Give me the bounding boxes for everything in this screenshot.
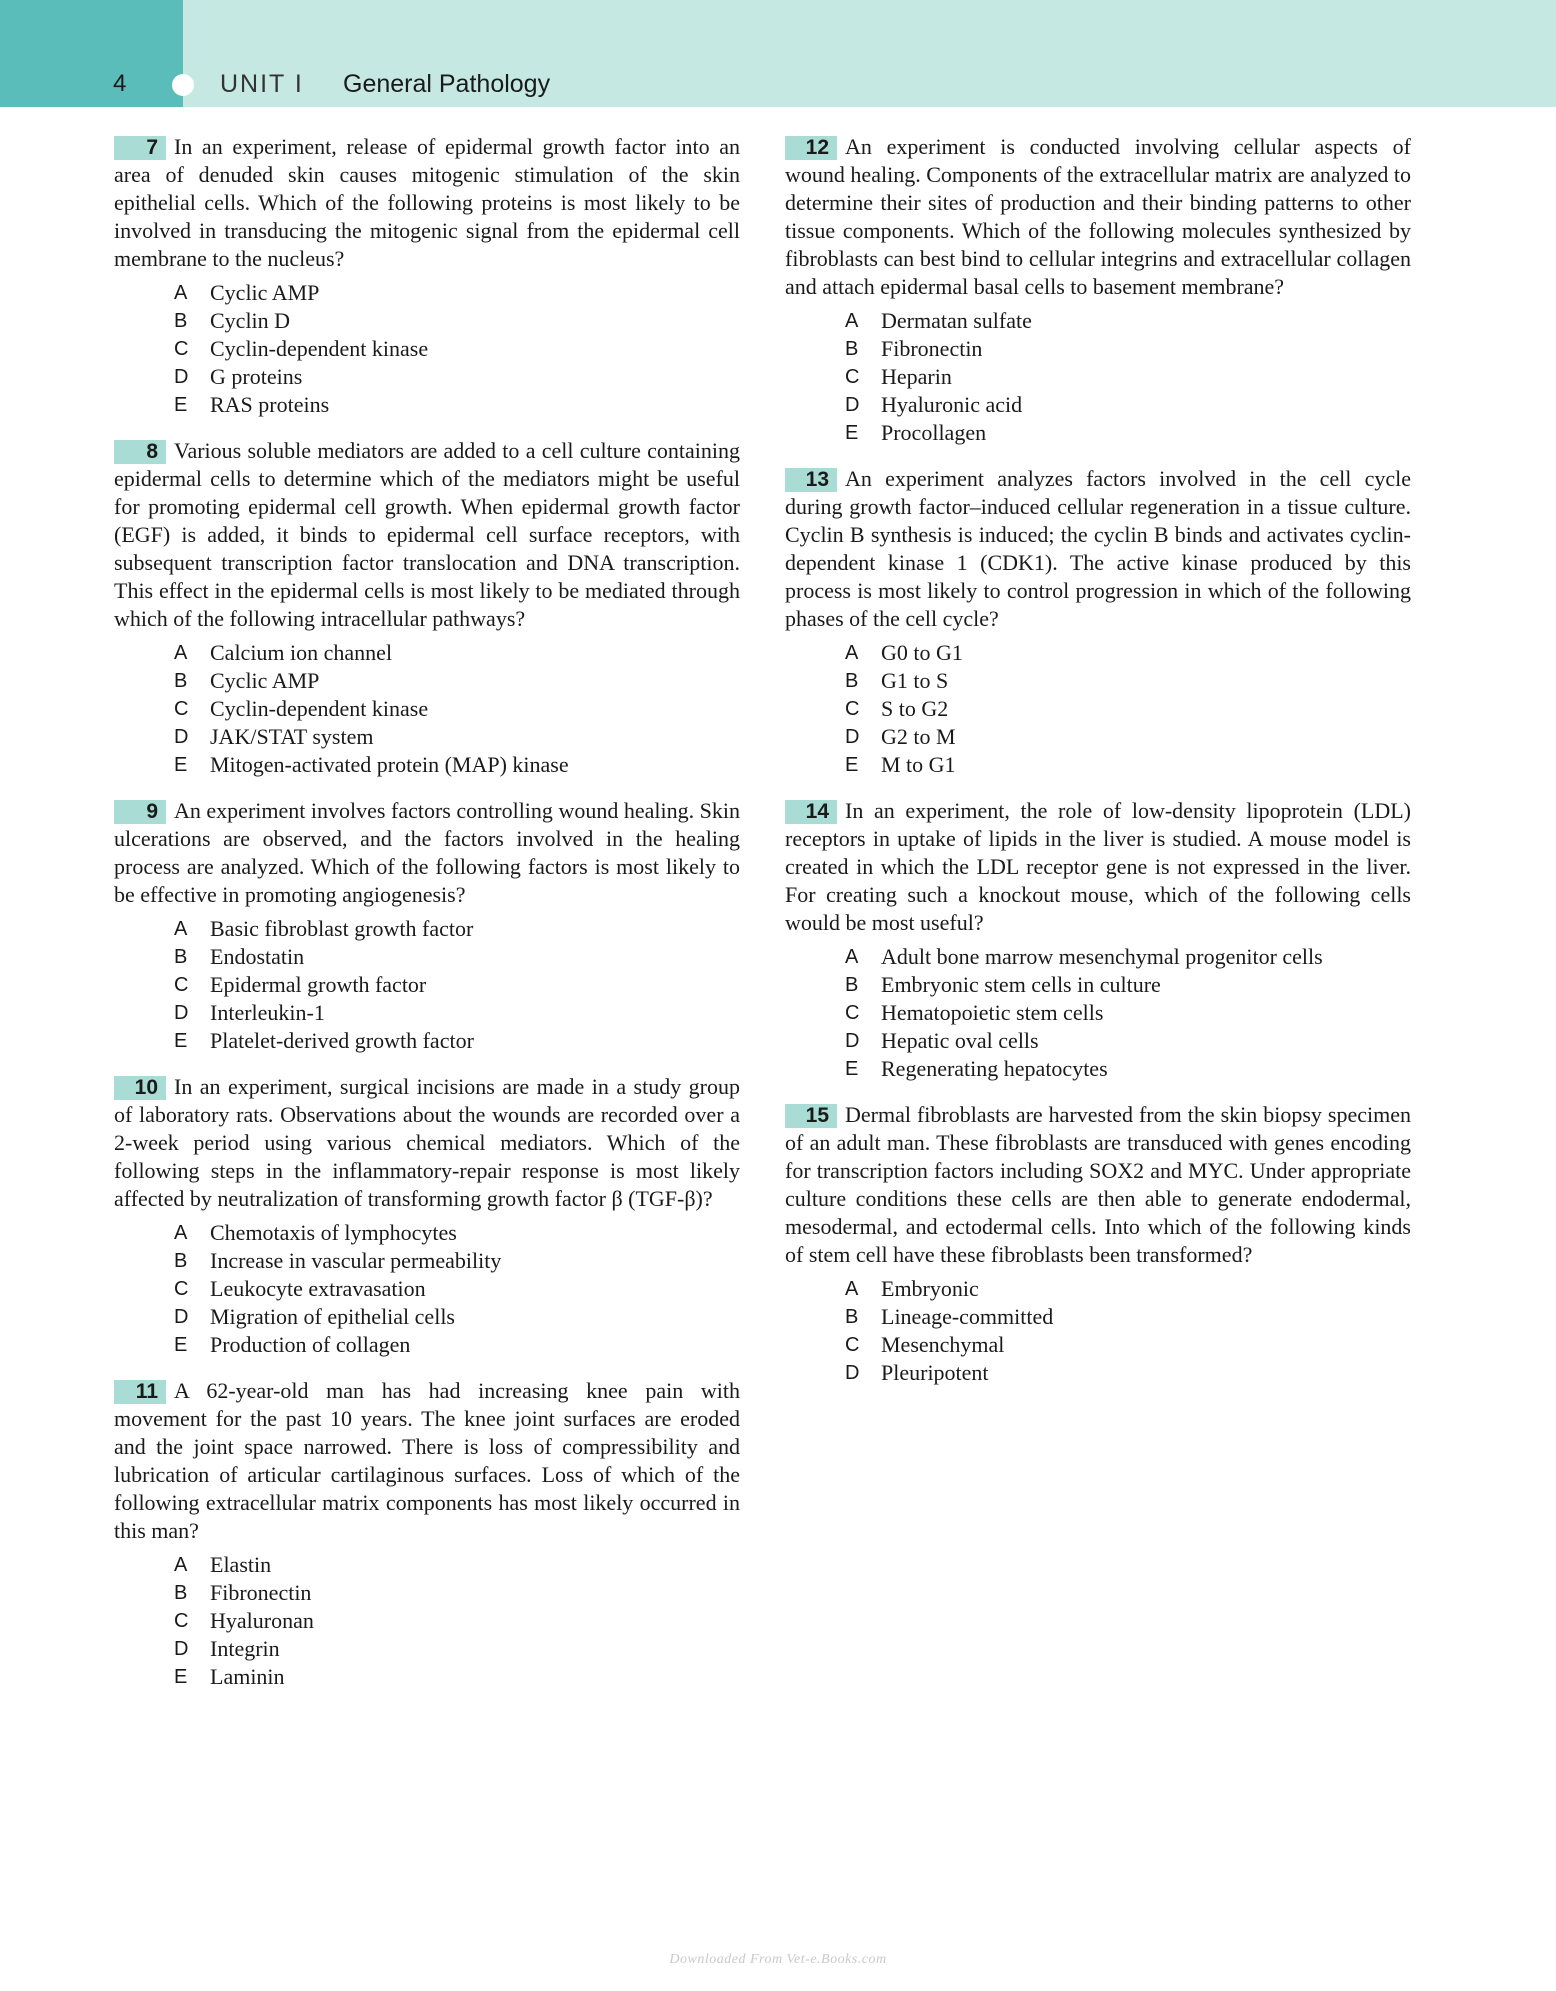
question-number-badge: 13 xyxy=(785,468,837,492)
option-text: Integrin xyxy=(210,1636,280,1661)
option-text: Cyclin-dependent kinase xyxy=(210,336,429,361)
header-tab xyxy=(0,0,183,107)
question-text: A 62-year-old man has had increasing knee pain with movement for the past 10 years. The knee joint surfaces are eroded and the joint space narrowed. There is loss of compressibility and lubrication of articular cartilaginous surfaces. Loss of which of the following extracellular matrix components has most likely occurred in this man? xyxy=(114,1378,740,1543)
option-text: G2 to M xyxy=(881,724,956,749)
option-letter: B xyxy=(174,670,188,692)
question-number-badge: 11 xyxy=(114,1380,166,1404)
answer-option xyxy=(845,999,1411,1027)
option-letter: C xyxy=(174,698,189,720)
option-letter: D xyxy=(174,726,189,748)
answer-option xyxy=(845,1331,1411,1359)
option-letter: B xyxy=(174,1582,188,1604)
question-number-badge: 10 xyxy=(114,1076,166,1100)
option-text: G0 to G1 xyxy=(881,640,963,665)
answer-option xyxy=(174,279,740,307)
option-letter: D xyxy=(845,394,860,416)
answer-option xyxy=(845,391,1411,419)
option-letter: A xyxy=(845,946,859,968)
question-stem xyxy=(114,1073,740,1213)
option-letter: B xyxy=(174,946,188,968)
option-letter: C xyxy=(845,1002,860,1024)
answer-options xyxy=(114,279,740,419)
option-letter: C xyxy=(174,1278,189,1300)
answer-option xyxy=(845,307,1411,335)
question-stem xyxy=(785,1101,1411,1269)
option-letter: A xyxy=(174,1554,188,1576)
answer-option xyxy=(174,639,740,667)
question-block xyxy=(114,1073,740,1359)
answer-options xyxy=(785,307,1411,447)
option-text: Cyclic AMP xyxy=(210,280,320,305)
option-text: Cyclin D xyxy=(210,308,291,333)
answer-option xyxy=(174,999,740,1027)
option-text: Migration of epithelial cells xyxy=(210,1304,455,1329)
question-block xyxy=(114,133,740,419)
option-text: RAS proteins xyxy=(210,392,330,417)
option-text: Fibronectin xyxy=(881,336,983,361)
option-text: Interleukin-1 xyxy=(210,1000,325,1025)
answer-option xyxy=(174,1635,740,1663)
option-letter: A xyxy=(845,310,859,332)
option-letter: D xyxy=(845,1030,860,1052)
option-letter: E xyxy=(174,394,188,416)
option-letter: E xyxy=(174,1334,188,1356)
option-letter: D xyxy=(174,1638,189,1660)
answer-option xyxy=(174,307,740,335)
answer-option xyxy=(845,639,1411,667)
question-stem xyxy=(114,1377,740,1545)
answer-option xyxy=(174,971,740,999)
option-letter: C xyxy=(845,366,860,388)
option-text: Laminin xyxy=(210,1664,285,1689)
option-text: G1 to S xyxy=(881,668,949,693)
answer-option xyxy=(845,1027,1411,1055)
question-block xyxy=(785,797,1411,1083)
answer-options xyxy=(785,943,1411,1083)
option-letter: A xyxy=(174,1222,188,1244)
option-letter: E xyxy=(845,422,859,444)
option-text: Hepatic oval cells xyxy=(881,1028,1039,1053)
question-number-badge: 8 xyxy=(114,440,166,464)
answer-option xyxy=(174,1579,740,1607)
question-stem xyxy=(785,133,1411,301)
option-text: Hyaluronan xyxy=(210,1608,314,1633)
question-number-badge: 14 xyxy=(785,800,837,824)
question-text: In an experiment, the role of low-density lipoprotein (LDL) receptors in uptake of lipids in the liver is studied. A mouse model is created in which the LDL receptor gene is not expressed in the liver. For creating such a knockout mouse, which of the following cells would be most useful? xyxy=(785,798,1411,935)
question-number-badge: 15 xyxy=(785,1104,837,1128)
option-letter: C xyxy=(174,1610,189,1632)
option-text: Mesenchymal xyxy=(881,1332,1005,1357)
answer-option xyxy=(845,943,1411,971)
option-text: Adult bone marrow mesenchymal progenitor cells xyxy=(881,944,1323,969)
option-text: Embryonic xyxy=(881,1276,979,1301)
option-text: Epidermal growth factor xyxy=(210,972,427,997)
question-block xyxy=(114,437,740,779)
option-letter: E xyxy=(174,1666,188,1688)
option-text: Heparin xyxy=(881,364,952,389)
option-text: Hyaluronic acid xyxy=(881,392,1023,417)
option-letter: D xyxy=(845,1362,860,1384)
option-text: Lineage-committed xyxy=(881,1304,1054,1329)
question-number-badge: 9 xyxy=(114,800,166,824)
option-letter: D xyxy=(174,1306,189,1328)
answer-option xyxy=(845,667,1411,695)
footer-watermark: Downloaded From Vet-e.Books.com xyxy=(669,1952,887,1967)
option-letter: D xyxy=(174,1002,189,1024)
header-dot xyxy=(172,74,194,96)
option-text: Calcium ion channel xyxy=(210,640,393,665)
option-text: Leukocyte extravasation xyxy=(210,1276,426,1301)
option-text: Hematopoietic stem cells xyxy=(881,1000,1104,1025)
option-text: Dermatan sulfate xyxy=(881,308,1032,333)
option-text: Regenerating hepatocytes xyxy=(881,1056,1108,1081)
answer-options xyxy=(114,1219,740,1359)
answer-option xyxy=(845,1275,1411,1303)
option-letter: E xyxy=(845,1058,859,1080)
option-letter: B xyxy=(845,974,859,996)
answer-option xyxy=(174,1663,740,1691)
option-letter: A xyxy=(174,918,188,940)
option-letter: A xyxy=(174,642,188,664)
answer-option xyxy=(174,1219,740,1247)
option-letter: A xyxy=(845,1278,859,1300)
answer-options xyxy=(114,915,740,1055)
option-text: M to G1 xyxy=(881,752,956,777)
option-letter: C xyxy=(845,698,860,720)
question-block xyxy=(785,133,1411,447)
answer-options xyxy=(114,639,740,779)
option-letter: B xyxy=(845,338,859,360)
option-text: Chemotaxis of lymphocytes xyxy=(210,1220,457,1245)
answer-option xyxy=(174,363,740,391)
answer-options xyxy=(114,1551,740,1691)
option-text: Basic fibroblast growth factor xyxy=(210,916,474,941)
question-stem xyxy=(114,437,740,633)
option-text: Increase in vascular permeability xyxy=(210,1248,502,1273)
option-text: Embryonic stem cells in culture xyxy=(881,972,1161,997)
answer-option xyxy=(845,1359,1411,1387)
answer-option xyxy=(845,1055,1411,1083)
option-letter: E xyxy=(845,754,859,776)
option-text: Pleuripotent xyxy=(881,1360,989,1385)
option-text: Cyclic AMP xyxy=(210,668,320,693)
answer-option xyxy=(845,695,1411,723)
option-text: Mitogen-activated protein (MAP) kinase xyxy=(210,752,569,777)
option-text: Procollagen xyxy=(881,420,987,445)
option-text: Endostatin xyxy=(210,944,305,969)
option-letter: B xyxy=(174,1250,188,1272)
option-letter: C xyxy=(174,974,189,996)
option-letter: C xyxy=(174,338,189,360)
answer-option xyxy=(174,1027,740,1055)
option-text: Platelet-derived growth factor xyxy=(210,1028,474,1053)
option-letter: C xyxy=(845,1334,860,1356)
question-number-badge: 7 xyxy=(114,136,166,160)
answer-option xyxy=(845,335,1411,363)
question-number-badge: 12 xyxy=(785,136,837,160)
option-text: Cyclin-dependent kinase xyxy=(210,696,429,721)
option-letter: E xyxy=(174,1030,188,1052)
answer-option xyxy=(845,363,1411,391)
answer-option xyxy=(174,391,740,419)
question-text: An experiment involves factors controlling wound healing. Skin ulcerations are observed, and the factors involved in the healing process are analyzed. Which of the following factors is most likely to be effective in promoting angiogenesis? xyxy=(114,798,740,907)
right-column xyxy=(785,133,1411,1405)
option-text: Production of collagen xyxy=(210,1332,411,1357)
answer-option xyxy=(174,695,740,723)
option-letter: D xyxy=(174,366,189,388)
answer-option xyxy=(174,335,740,363)
question-block xyxy=(114,797,740,1055)
answer-option xyxy=(174,723,740,751)
left-column xyxy=(114,133,740,1709)
option-letter: B xyxy=(845,1306,859,1328)
option-letter: B xyxy=(845,670,859,692)
answer-option xyxy=(845,723,1411,751)
question-stem xyxy=(785,797,1411,937)
question-text: An experiment is conducted involving cellular aspects of wound healing. Components of the extracellular matrix are analyzed to determine their sites of production and their binding patterns to other tissue components. Which of the following molecules synthesized by fibroblasts can best bind to cellular integrins and extracellular collagen and attach epidermal basal cells to basement membrane? xyxy=(785,134,1411,299)
option-letter: D xyxy=(845,726,860,748)
answer-options xyxy=(785,639,1411,779)
question-text: In an experiment, release of epidermal growth factor into an area of denuded skin causes mitogenic stimulation of the skin epithelial cells. Which of the following proteins is most likely to be involved in transducing the mitogenic signal from the epidermal cell membrane to the nucleus? xyxy=(114,134,740,271)
option-letter: A xyxy=(174,282,188,304)
option-text: JAK/STAT system xyxy=(210,724,374,749)
question-stem xyxy=(785,465,1411,633)
question-block xyxy=(785,465,1411,779)
option-letter: E xyxy=(174,754,188,776)
option-letter: A xyxy=(845,642,859,664)
answer-option xyxy=(174,943,740,971)
question-text: Various soluble mediators are added to a cell culture containing epidermal cells to determine which of the mediators might be useful for promoting epidermal cell growth. When epidermal growth factor (EGF) is added, it binds to epidermal cell surface receptors, with subsequent transcription factor translocation and DNA transcription. This effect in the epidermal cells is most likely to be mediated through which of the following intracellular pathways? xyxy=(114,438,740,631)
question-text: In an experiment, surgical incisions are made in a study group of laboratory rats. Observations about the wounds are recorded over a 2-week period using various chemical mediators. Which of the following steps in the inflammatory-repair response is most likely affected by neutralization of transforming growth factor β (TGF-β)? xyxy=(114,1074,740,1211)
question-text: Dermal fibroblasts are harvested from the skin biopsy specimen of an adult man. These fibroblasts are transduced with genes encoding for transcription factors including SOX2 and MYC. Under appropriate culture conditions these cells are then able to generate endodermal, mesodermal, and ectodermal cells. Into which of the following kinds of stem cell have these fibroblasts been transformed? xyxy=(785,1102,1411,1267)
answer-option xyxy=(174,751,740,779)
unit-title: General Pathology xyxy=(343,70,551,98)
answer-option xyxy=(174,1607,740,1635)
option-text: Fibronectin xyxy=(210,1580,312,1605)
answer-option xyxy=(174,915,740,943)
answer-option xyxy=(174,1247,740,1275)
option-letter: B xyxy=(174,310,188,332)
question-block xyxy=(114,1377,740,1691)
unit-label: UNIT I xyxy=(220,70,304,98)
answer-option xyxy=(845,751,1411,779)
option-text: S to G2 xyxy=(881,696,949,721)
answer-option xyxy=(174,1303,740,1331)
question-block xyxy=(785,1101,1411,1387)
page-number: 4 xyxy=(113,70,127,97)
question-stem xyxy=(114,797,740,909)
answer-option xyxy=(174,667,740,695)
question-text: An experiment analyzes factors involved in the cell cycle during growth factor–induced cellular regeneration in a tissue culture. Cyclin B synthesis is induced; the cyclin B binds and activates cyclin-dependent kinase 1 (CDK1). The active kinase produced by this process is most likely to control progression in which of the following phases of the cell cycle? xyxy=(785,466,1411,631)
option-text: G proteins xyxy=(210,364,303,389)
option-text: Elastin xyxy=(210,1552,272,1577)
answer-option xyxy=(174,1331,740,1359)
answer-option xyxy=(845,419,1411,447)
answer-option xyxy=(174,1551,740,1579)
question-stem xyxy=(114,133,740,273)
answer-options xyxy=(785,1275,1411,1387)
answer-option xyxy=(845,971,1411,999)
answer-option xyxy=(174,1275,740,1303)
answer-option xyxy=(845,1303,1411,1331)
